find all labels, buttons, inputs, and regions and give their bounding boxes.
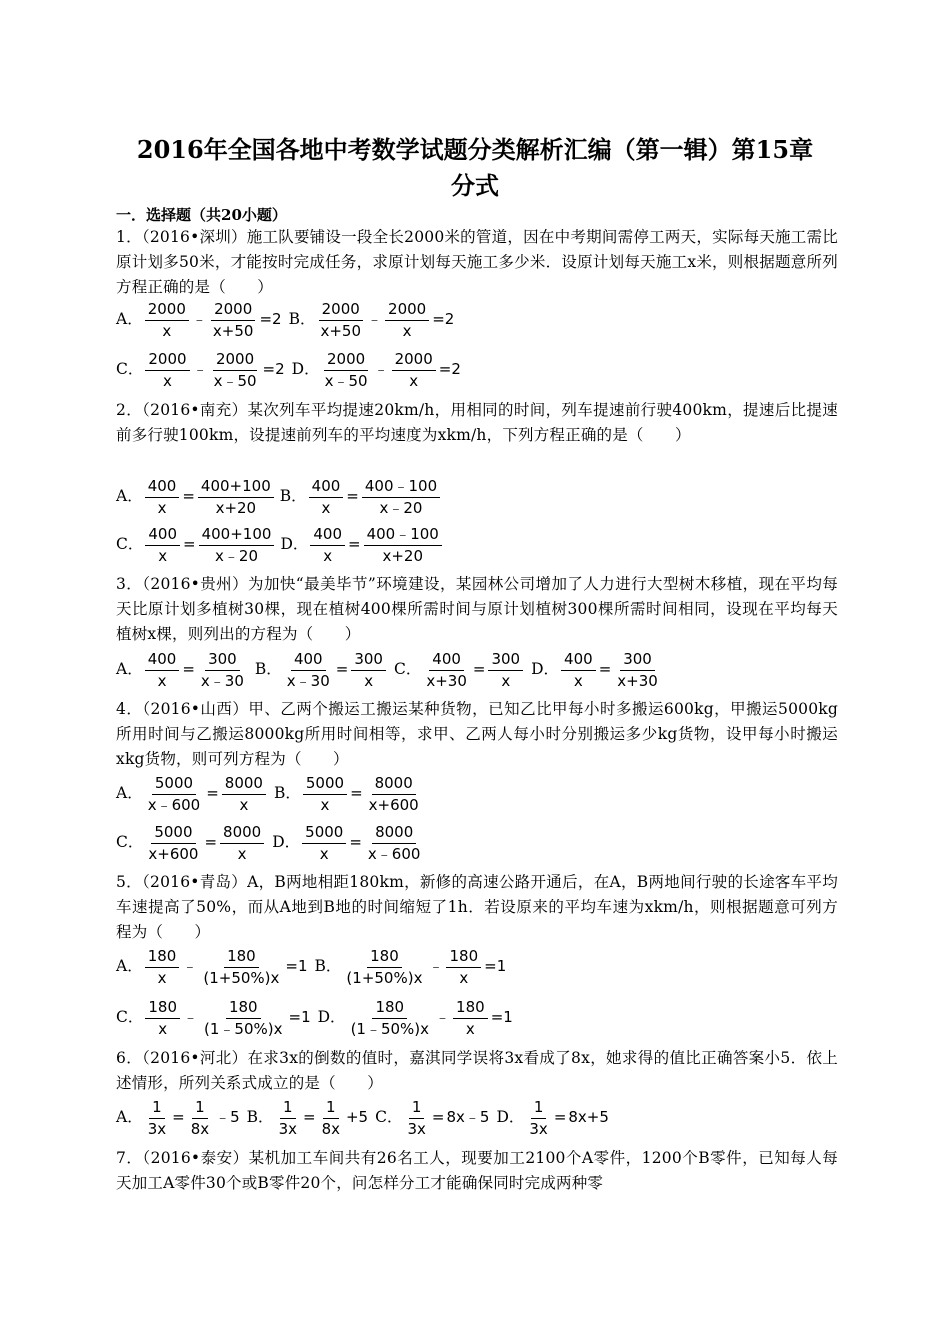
option-a: A． $\frac{180}{x}$ ﹣ $\frac{180}{(1+50\%)x}$ =1 — [116, 946, 308, 987]
option-d: D． $\frac{400}{x}$ = $\frac{400﹣100}{x+20}$ — [280, 525, 443, 566]
question-2-options-row-1 — [116, 475, 442, 519]
section-heading: 一．选择题（共20小题） — [116, 206, 287, 224]
question-5-text: 5．（2016•青岛）A，B两地相距180km，新修的高速公路开通后，在A，B两地间行驶的长途客车平均车速提高了50%，而从A地到B地的时间缩短了1h．若设原来的平均车速为xkm/h，则根据题意可列方程为（ ） — [116, 873, 838, 941]
option-a: A． $\frac{2000}{x}$ ﹣ $\frac{2000}{x+50}$ =2 — [116, 299, 282, 340]
option-b: B． $\frac{5000}{x}$ = $\frac{8000}{x+600}$ — [273, 773, 419, 814]
option-a: A． $\frac{400}{x}$ = $\frac{400+100}{x+20}$ — [116, 477, 276, 518]
option-c: C． $\frac{2000}{x}$ ﹣ $\frac{2000}{x﹣50}$ =2 — [116, 349, 285, 390]
page-title: 2016年全国各地中考数学试题分类解析汇编（第一辑）第15章 — [136, 135, 814, 164]
page-subtitle: 分式 — [451, 171, 499, 200]
question-2-text: 2．（2016•南充）某次列车平均提速20km/h，用相同的时间，列车提速前行驶400km，提速后比提速前多行驶100km，设提速前列车的平均速度为xkm/h，下列方程正确的是（ ） — [116, 401, 838, 444]
question-6-options-row-1 — [116, 1096, 610, 1140]
question-3-text: 3．（2016•贵州）为加快“最美毕节”环境建设，某园林公司增加了人力进行大型树木移植，现在平均每天比原计划多植树30棵，现在植树400棵所需时间与原计划植树300棵所需时间相同，设现在平均每天植树x棵，则列出的方程为（ ） — [116, 575, 838, 643]
question-1-text: 1．（2016•深圳）施工队要铺设一段全长2000米的管道，因在中考期间需停工两天，实际每天施工需比原计划多50米，才能按时完成任务，求原计划每天施工多少米．设原计划每天施工x米，则根据题意所列方程正确的是（ ） — [116, 228, 838, 296]
question-1-options-row-1 — [116, 298, 455, 342]
question-4-options-row-1 — [116, 772, 424, 816]
question-1-options-row-2 — [116, 348, 462, 392]
option-b: B． $\frac{400}{x}$ = $\frac{400﹣100}{x﹣20}$ — [280, 477, 442, 518]
option-c: C． $\frac{400}{x+30}$ = $\frac{300}{x}$ — [394, 650, 525, 691]
question-3-options-row-1 — [116, 648, 663, 692]
option-b: B． $\frac{1}{3x}$ = $\frac{1}{8x}$ +5 — [246, 1097, 369, 1138]
option-d: D． $\frac{180}{(1﹣50\%)x}$ ﹣ $\frac{180}{x}$ =1 — [317, 997, 513, 1038]
option-c: C． $\frac{180}{x}$ ﹣ $\frac{180}{(1﹣50\%)x}$ =1 — [116, 997, 311, 1038]
option-b: B． $\frac{180}{(1+50\%)x}$ ﹣ $\frac{180}{x}$ =1 — [314, 946, 507, 987]
option-a: A． $\frac{1}{3x}$ = $\frac{1}{8x}$ ﹣5 — [116, 1097, 240, 1138]
option-a: A． $\frac{400}{x}$ = $\frac{300}{x﹣30}$ — [116, 649, 244, 690]
option-c: C． $\frac{1}{3x}$ = 8x﹣5 — [375, 1097, 490, 1138]
option-c: C． $\frac{5000}{x+600}$ = $\frac{8000}{x}$ — [116, 823, 266, 864]
question-7-text: 7．（2016•泰安）某机加工车间共有26名工人，现要加工2100个A零件，1200个B零件，已知每人每天加工A零件30个或B零件20个，问怎样分工才能确保同时完成两种零 — [116, 1149, 838, 1192]
option-b: B． $\frac{2000}{x+50}$ ﹣ $\frac{2000}{x}$ =2 — [288, 299, 455, 340]
option-d: D． $\frac{400}{x}$ = $\frac{300}{x+30}$ — [531, 649, 658, 690]
option-d: D． $\frac{5000}{x}$ = $\frac{8000}{x﹣600}$ — [272, 822, 421, 863]
question-5-options-row-2 — [116, 996, 514, 1040]
question-4-options-row-2 — [116, 821, 425, 865]
question-4-text: 4．（2016•山西）甲、乙两个搬运工搬运某种货物，已知乙比甲每小时多搬运600kg，甲搬运5000kg所用时间与乙搬运8000kg所用时间相等，求甲、乙两人每小时分别搬运多少kg货物，设甲每小时搬运xkg货物，则可列方程为（ ） — [116, 700, 838, 768]
option-b: B． $\frac{400}{x﹣30}$ = $\frac{300}{x}$ — [255, 650, 388, 691]
question-6-text: 6．（2016•河北）在求3x的倒数的值时，嘉淇同学误将3x看成了8x，她求得的值比正确答案小5．依上述情形，所列关系式成立的是（ ） — [116, 1049, 838, 1092]
question-2-options-row-2 — [116, 523, 444, 567]
option-d: D． $\frac{2000}{x﹣50}$ ﹣ $\frac{2000}{x}$ =2 — [291, 349, 461, 390]
question-5-options-row-1 — [116, 945, 507, 989]
option-c: C． $\frac{400}{x}$ = $\frac{400+100}{x﹣20}$ — [116, 525, 276, 566]
option-d: D． $\frac{1}{3x}$ = 8x+5 — [496, 1097, 609, 1138]
option-a: A． $\frac{5000}{x﹣600}$ = $\frac{8000}{x}$ — [116, 774, 268, 815]
